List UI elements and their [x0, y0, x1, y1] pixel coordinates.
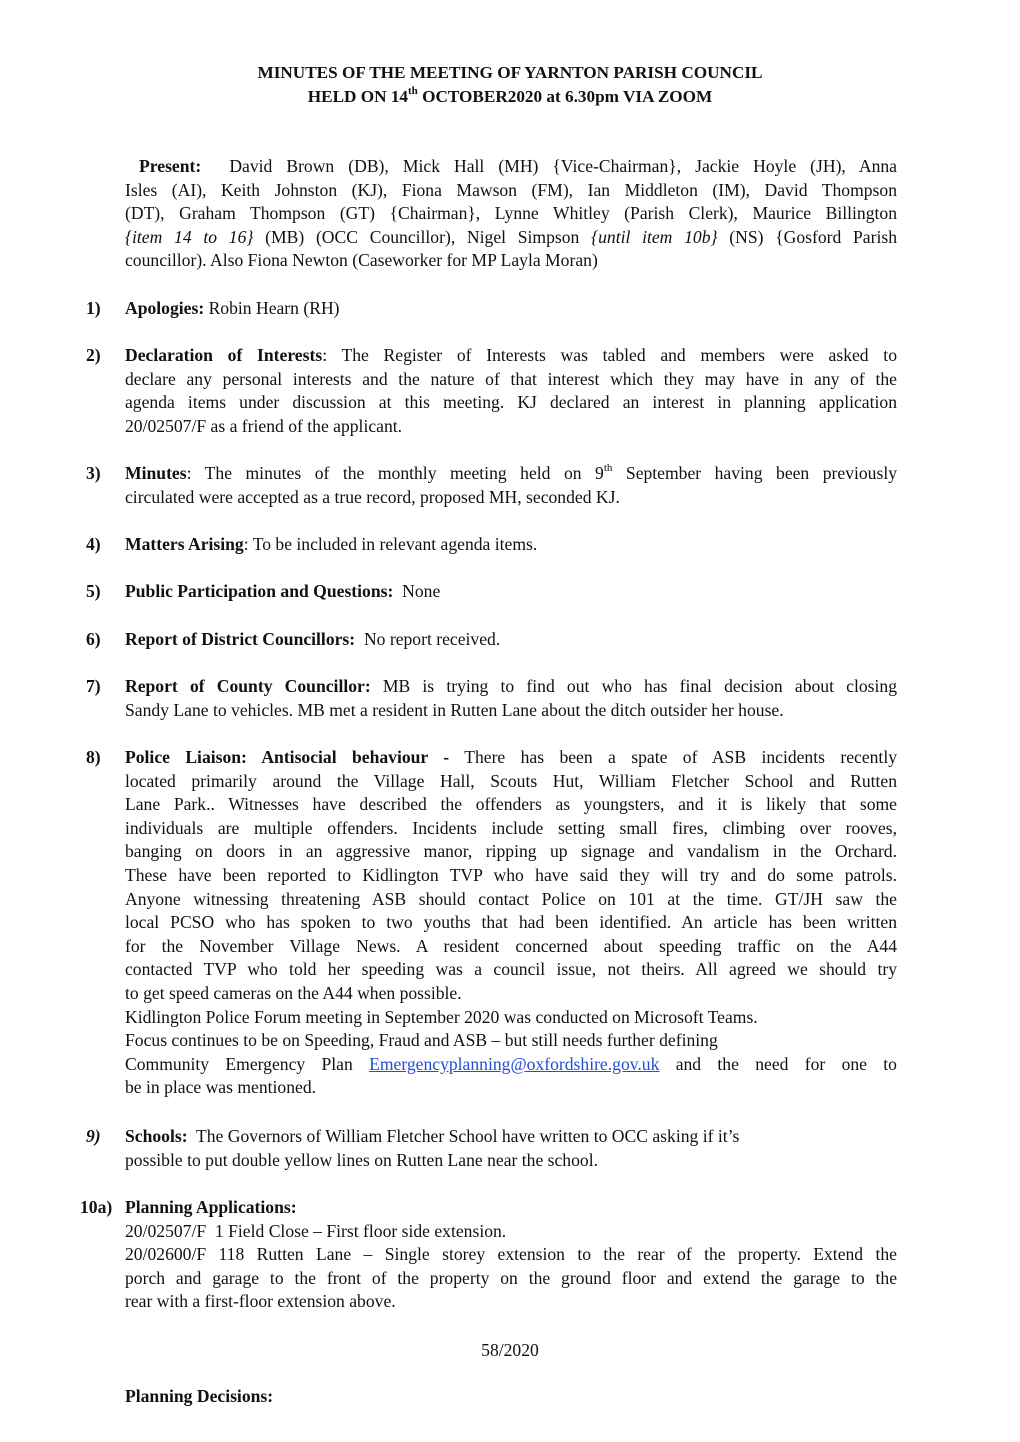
item-number: 6)	[86, 629, 101, 649]
document-title-line2: HELD ON 14th OCTOBER2020 at 6.30pm VIA ZOOM	[307, 85, 713, 106]
item-number: 8)	[86, 747, 101, 767]
item-number: 7)	[86, 676, 101, 696]
item-number: 2)	[86, 345, 101, 365]
item-number: 10a)	[80, 1197, 113, 1217]
emergency-planning-email-link[interactable]: Emergencyplanning@oxfordshire.gov.uk	[369, 1053, 660, 1074]
item-number: 3)	[86, 463, 101, 483]
item-schools: Schools: The Governors of William Fletcher School have written to OCC asking if it’s possible to put double yellow lines on Rutten Lane near the school.	[125, 1126, 740, 1170]
present-label: Present:	[139, 156, 202, 176]
item-county-councillor: Report of County Councillor: MB is trying to find out who has final decision about closing Sandy Lane to vehicles. MB met a resident in Rutten Lane about the ditch outsider her house.	[125, 676, 897, 720]
item-number: 1)	[86, 298, 101, 318]
item-police-liaison: Police Liaison: Antisocial behaviour - There has been a spate of ASB incidents recently located primarily around the Village Hall, Scouts Hut, William Fletcher School and Rutten Lane Park.. Witnesses have described the offenders as youngsters, and it is likely that some individuals are multiple offenders. Incidents include setting small fires, climbing over rooves, banging on doors in an aggressive manor, ripping up signage and vandalism in the Orchard. These have been reported to Kidlington TVP who have said they will try and do some patrols. Anyone witnessing threatening ASB should contact Police on 101 at the time. GT/JH saw the local PCSO who has spoken to two youths that had been identified. An article has been written for the November Village News. A resident concerned about speeding traffic on the A44 contacted TVP who told her speeding was a council issue, not theirs. All agreed we should try to get speed cameras on the A44 when possible. Kidlington Police Forum meeting in September 2020 was conducted on Microsoft Teams. Focus continues to be on Speeding, Fraud and ASB – but still needs further defining Community Emergency Plan Emergencyplanning@oxfordshire.gov.uk and the need for one to be in place was mentioned.	[125, 747, 898, 1098]
planning-decisions-heading: Planning Decisions:	[125, 1386, 274, 1406]
item-minutes: Minutes: The minutes of the monthly meeting held on 9th September having been previously circulated were accepted as a true record, proposed MH, seconded KJ.	[125, 462, 898, 507]
item-planning-applications: Planning Applications: 20/02507/F 1 Field Close – First floor side extension. 20/02600/F 118 Rutten Lane – Single storey extension to the rear of the property. Extend the porch and garage to the front of the property on the ground floor and extend the garage to the rear with a first-floor extension above.	[125, 1197, 897, 1312]
item-number: 9)	[86, 1126, 101, 1146]
document-title-line1: MINUTES OF THE MEETING OF YARNTON PARISH COUNCIL	[257, 63, 763, 82]
item-number: 4)	[86, 534, 101, 554]
item-declaration-of-interests: Declaration of Interests: The Register of Interests was tabled and members were asked to declare any personal interests and the nature of that interest which they may have in any of the agenda items under discussion at this meeting. KJ declared an interest in planning application 20/02507/F as a friend of the applicant.	[125, 345, 897, 436]
item-district-councillors: Report of District Councillors: No report received.	[125, 629, 501, 649]
present-section: Present: David Brown (DB), Mick Hall (MH) {Vice-Chairman}, Jackie Hoyle (JH), Anna Isles (AI), Keith Johnston (KJ), Fiona Mawson (FM), Ian Middleton (IM), David Thompson (DT), Graham Thompson (GT) {Chairman}, Lynne Whitley (Parish Clerk), Maurice Billington {item 14 to 16} (MB) (OCC Councillor), Nigel Simpson {until item 10b} (NS) {Gosford Parish councillor). Also Fiona Newton (Caseworker for MP Layla Moran)	[125, 156, 898, 271]
item-number: 5)	[86, 581, 101, 601]
item-public-participation: Public Participation and Questions: None	[125, 581, 441, 601]
item-matters-arising: Matters Arising: To be included in relevant agenda items.	[125, 534, 538, 554]
item-apologies: Apologies: Robin Hearn (RH)	[125, 298, 340, 318]
page-number: 58/2020	[481, 1340, 539, 1360]
